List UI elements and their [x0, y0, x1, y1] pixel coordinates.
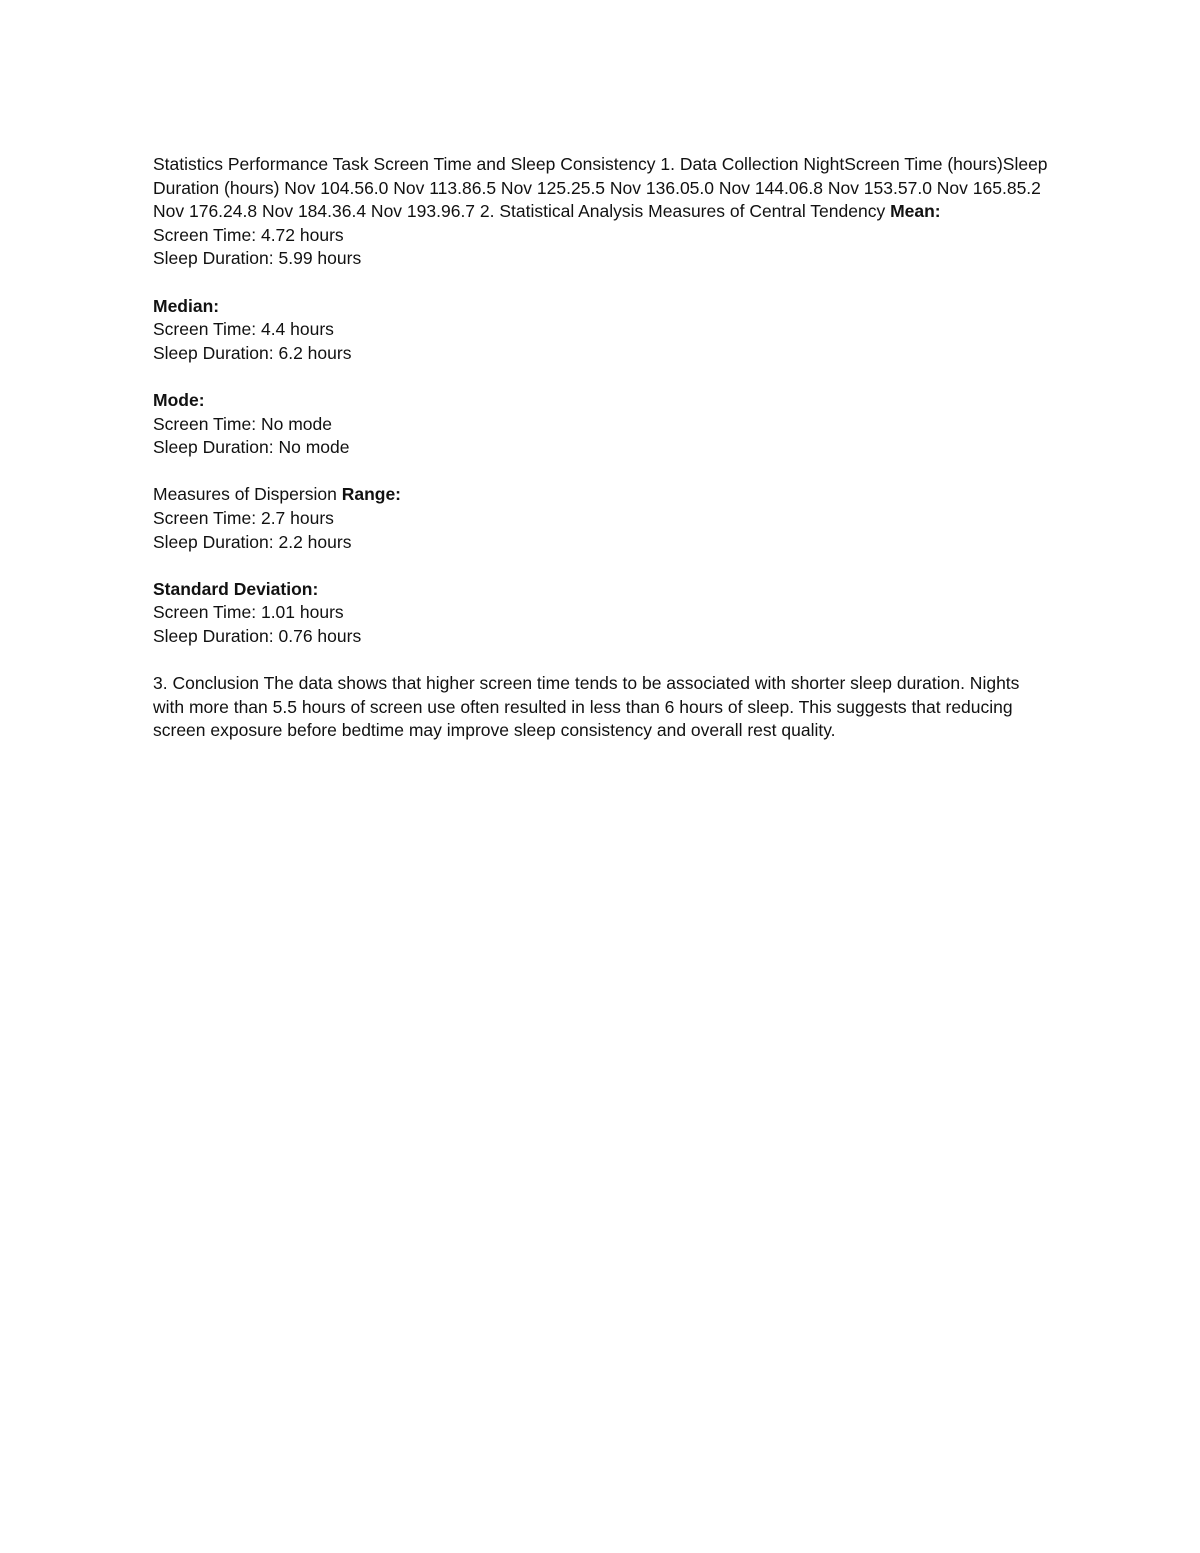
- central-tendency-section: [153, 153, 1053, 271]
- mode-label: Mode:: [153, 389, 205, 410]
- range-screen-time: Screen Time: 2.7 hours: [153, 507, 334, 528]
- conclusion-paragraph: 3. Conclusion The data shows that higher screen time tends to be associated with shorter sleep duration. Nights with more than 5.5 hours of screen use often resulted in less than 6 hours of sleep. This suggests that reducing screen exposure before bedtime may improve sleep consistency and overall rest quality.: [153, 673, 1020, 741]
- std-dev-sleep-duration: Sleep Duration: 0.76 hours: [153, 625, 362, 646]
- range-sleep-duration: Sleep Duration: 2.2 hours: [153, 531, 352, 552]
- std-dev-screen-time: Screen Time: 1.01 hours: [153, 602, 344, 623]
- range-section: [153, 483, 1053, 554]
- median-sleep-duration: Sleep Duration: 6.2 hours: [153, 342, 352, 363]
- std-dev-section: [153, 578, 1053, 649]
- std-dev-label: Standard Deviation:: [153, 578, 319, 599]
- mode-sleep-duration: Sleep Duration: No mode: [153, 437, 350, 458]
- mean-screen-time: Screen Time: 4.72 hours: [153, 224, 344, 245]
- mode-screen-time: Screen Time: No mode: [153, 413, 332, 434]
- dispersion-heading-line: [153, 483, 1053, 507]
- dispersion-heading: Measures of Dispersion: [153, 484, 342, 505]
- median-section: [153, 295, 1053, 366]
- mean-label: Mean:: [890, 201, 941, 222]
- median-label: Median:: [153, 295, 220, 316]
- intro-paragraph: Statistics Performance Task Screen Time and Sleep Consistency 1. Data Collection NightScreen Time (hours)Sleep Duration (hours) Nov 104.56.0 Nov 113.86.5 Nov 125.25.5 Nov 136.05.0 Nov 144.06.8 Nov 153.57.0 Nov 165.85.2 Nov 176.24.8 Nov 184.36.4 Nov 193.96.7 2. Statistical Analysis Measures of Central Tendency: [153, 154, 1048, 222]
- range-label: Range:: [341, 484, 402, 505]
- document-page: [153, 153, 1053, 743]
- mean-sleep-duration: Sleep Duration: 5.99 hours: [153, 248, 362, 269]
- median-screen-time: Screen Time: 4.4 hours: [153, 319, 334, 340]
- mode-section: [153, 389, 1053, 460]
